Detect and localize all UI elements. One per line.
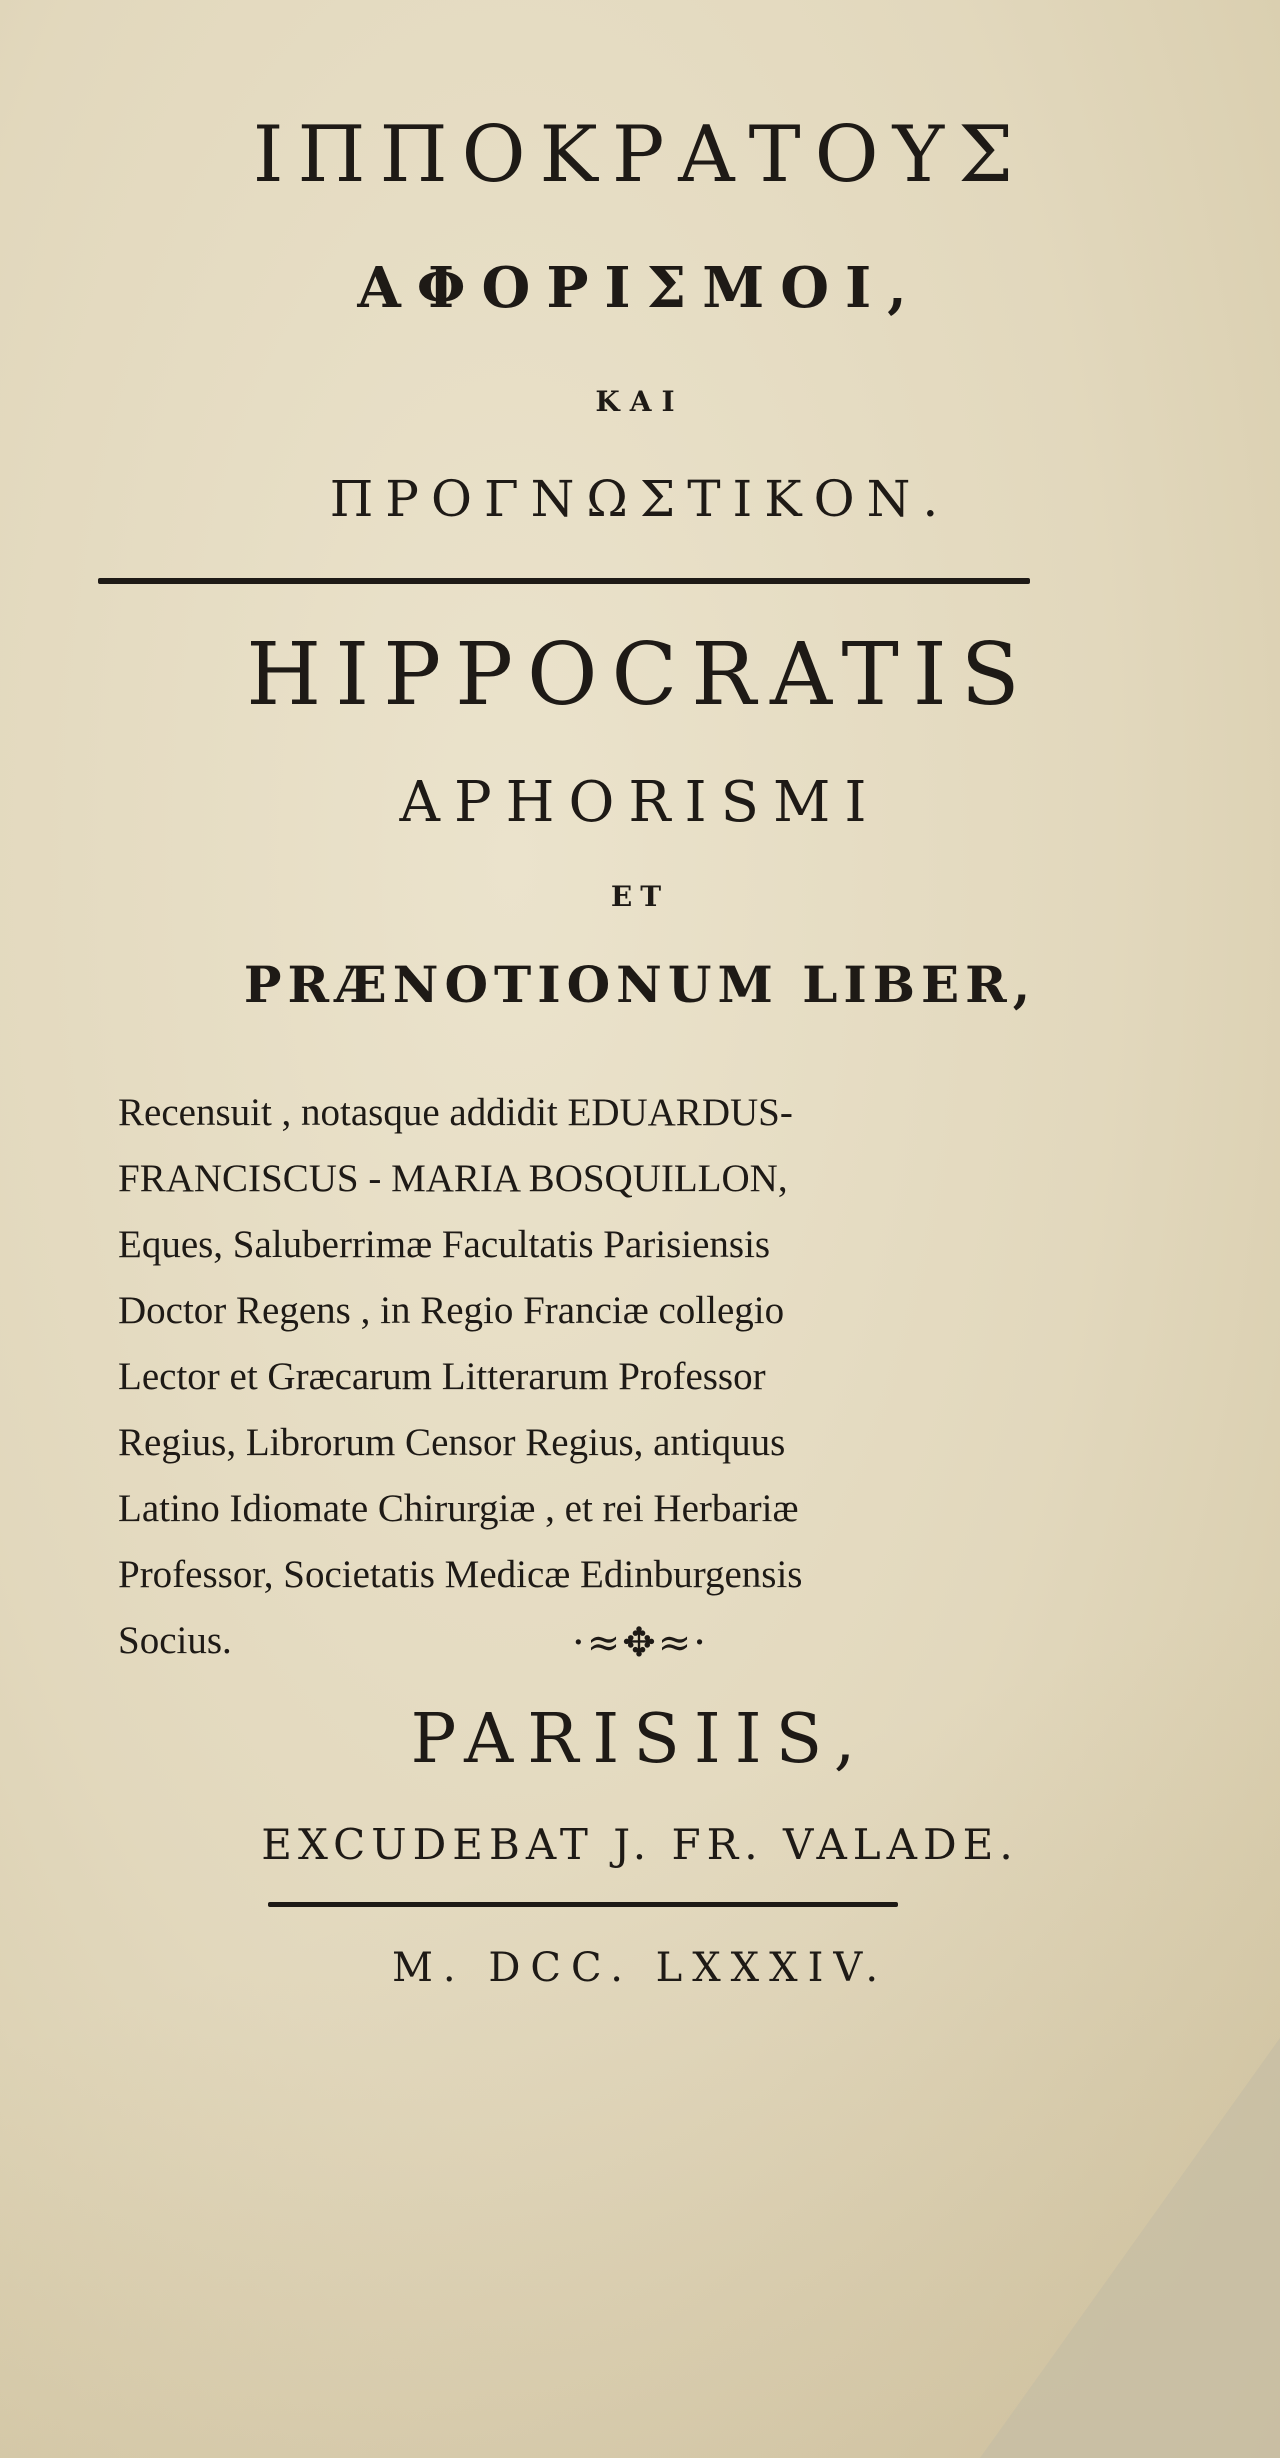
imprint-place: PARISIIS, bbox=[410, 1700, 870, 1779]
printer-ornament-icon: ·≈✥≈· bbox=[572, 1620, 708, 1666]
greek-conjunction: ΚΑΙ bbox=[595, 385, 685, 418]
greek-author-title: ΙΠΠΟΚΡΑΤΟΥΣ bbox=[252, 110, 1028, 200]
latin-aphorisms-title: APHORISMI bbox=[399, 770, 881, 835]
credit-line: FRANCISCUS - MARIA BOSQUILLON, bbox=[118, 1157, 788, 1200]
credit-line: Latino Idiomate Chirurgiæ , et rei Herbariæ bbox=[118, 1487, 799, 1530]
imprint-printer: EXCUDEBAT J. FR. VALADE. bbox=[261, 1820, 1019, 1869]
greek-aphorisms-title: ΑΦΟΡΙΣΜΟΙ, bbox=[357, 255, 923, 321]
credit-line: Professor, Societatis Medicæ Edinburgensis bbox=[118, 1553, 803, 1596]
credit-line: Socius. bbox=[118, 1619, 232, 1662]
credit-line: Doctor Regens , in Regio Franciæ collegio bbox=[118, 1289, 785, 1332]
credit-line: Lector et Græcarum Litterarum Professor bbox=[118, 1355, 766, 1398]
imprint-year: M. DCC. LXXXIV. bbox=[391, 1945, 889, 1991]
imprint-divider-rule bbox=[268, 1902, 898, 1907]
latin-praenotionum-title: PRÆNOTIONUM LIBER, bbox=[243, 955, 1037, 1014]
credit-line: Eques, Saluberrimæ Facultatis Parisiensis bbox=[118, 1223, 771, 1266]
divider-rule bbox=[98, 578, 1030, 584]
latin-conjunction: ET bbox=[610, 880, 670, 913]
credit-line: Regius, Librorum Censor Regius, antiquus bbox=[118, 1421, 786, 1464]
greek-prognostic-title: ΠΡΟΓΝΩΣΤΙΚΟΝ. bbox=[329, 470, 951, 528]
latin-author-title: HIPPOCRATIS bbox=[246, 625, 1034, 725]
page-corner-shadow bbox=[980, 2038, 1280, 2458]
editor-credit-paragraph bbox=[118, 1080, 1078, 1674]
credit-line: Recensuit , notasque addidit EDUARDUS- bbox=[118, 1091, 793, 1134]
